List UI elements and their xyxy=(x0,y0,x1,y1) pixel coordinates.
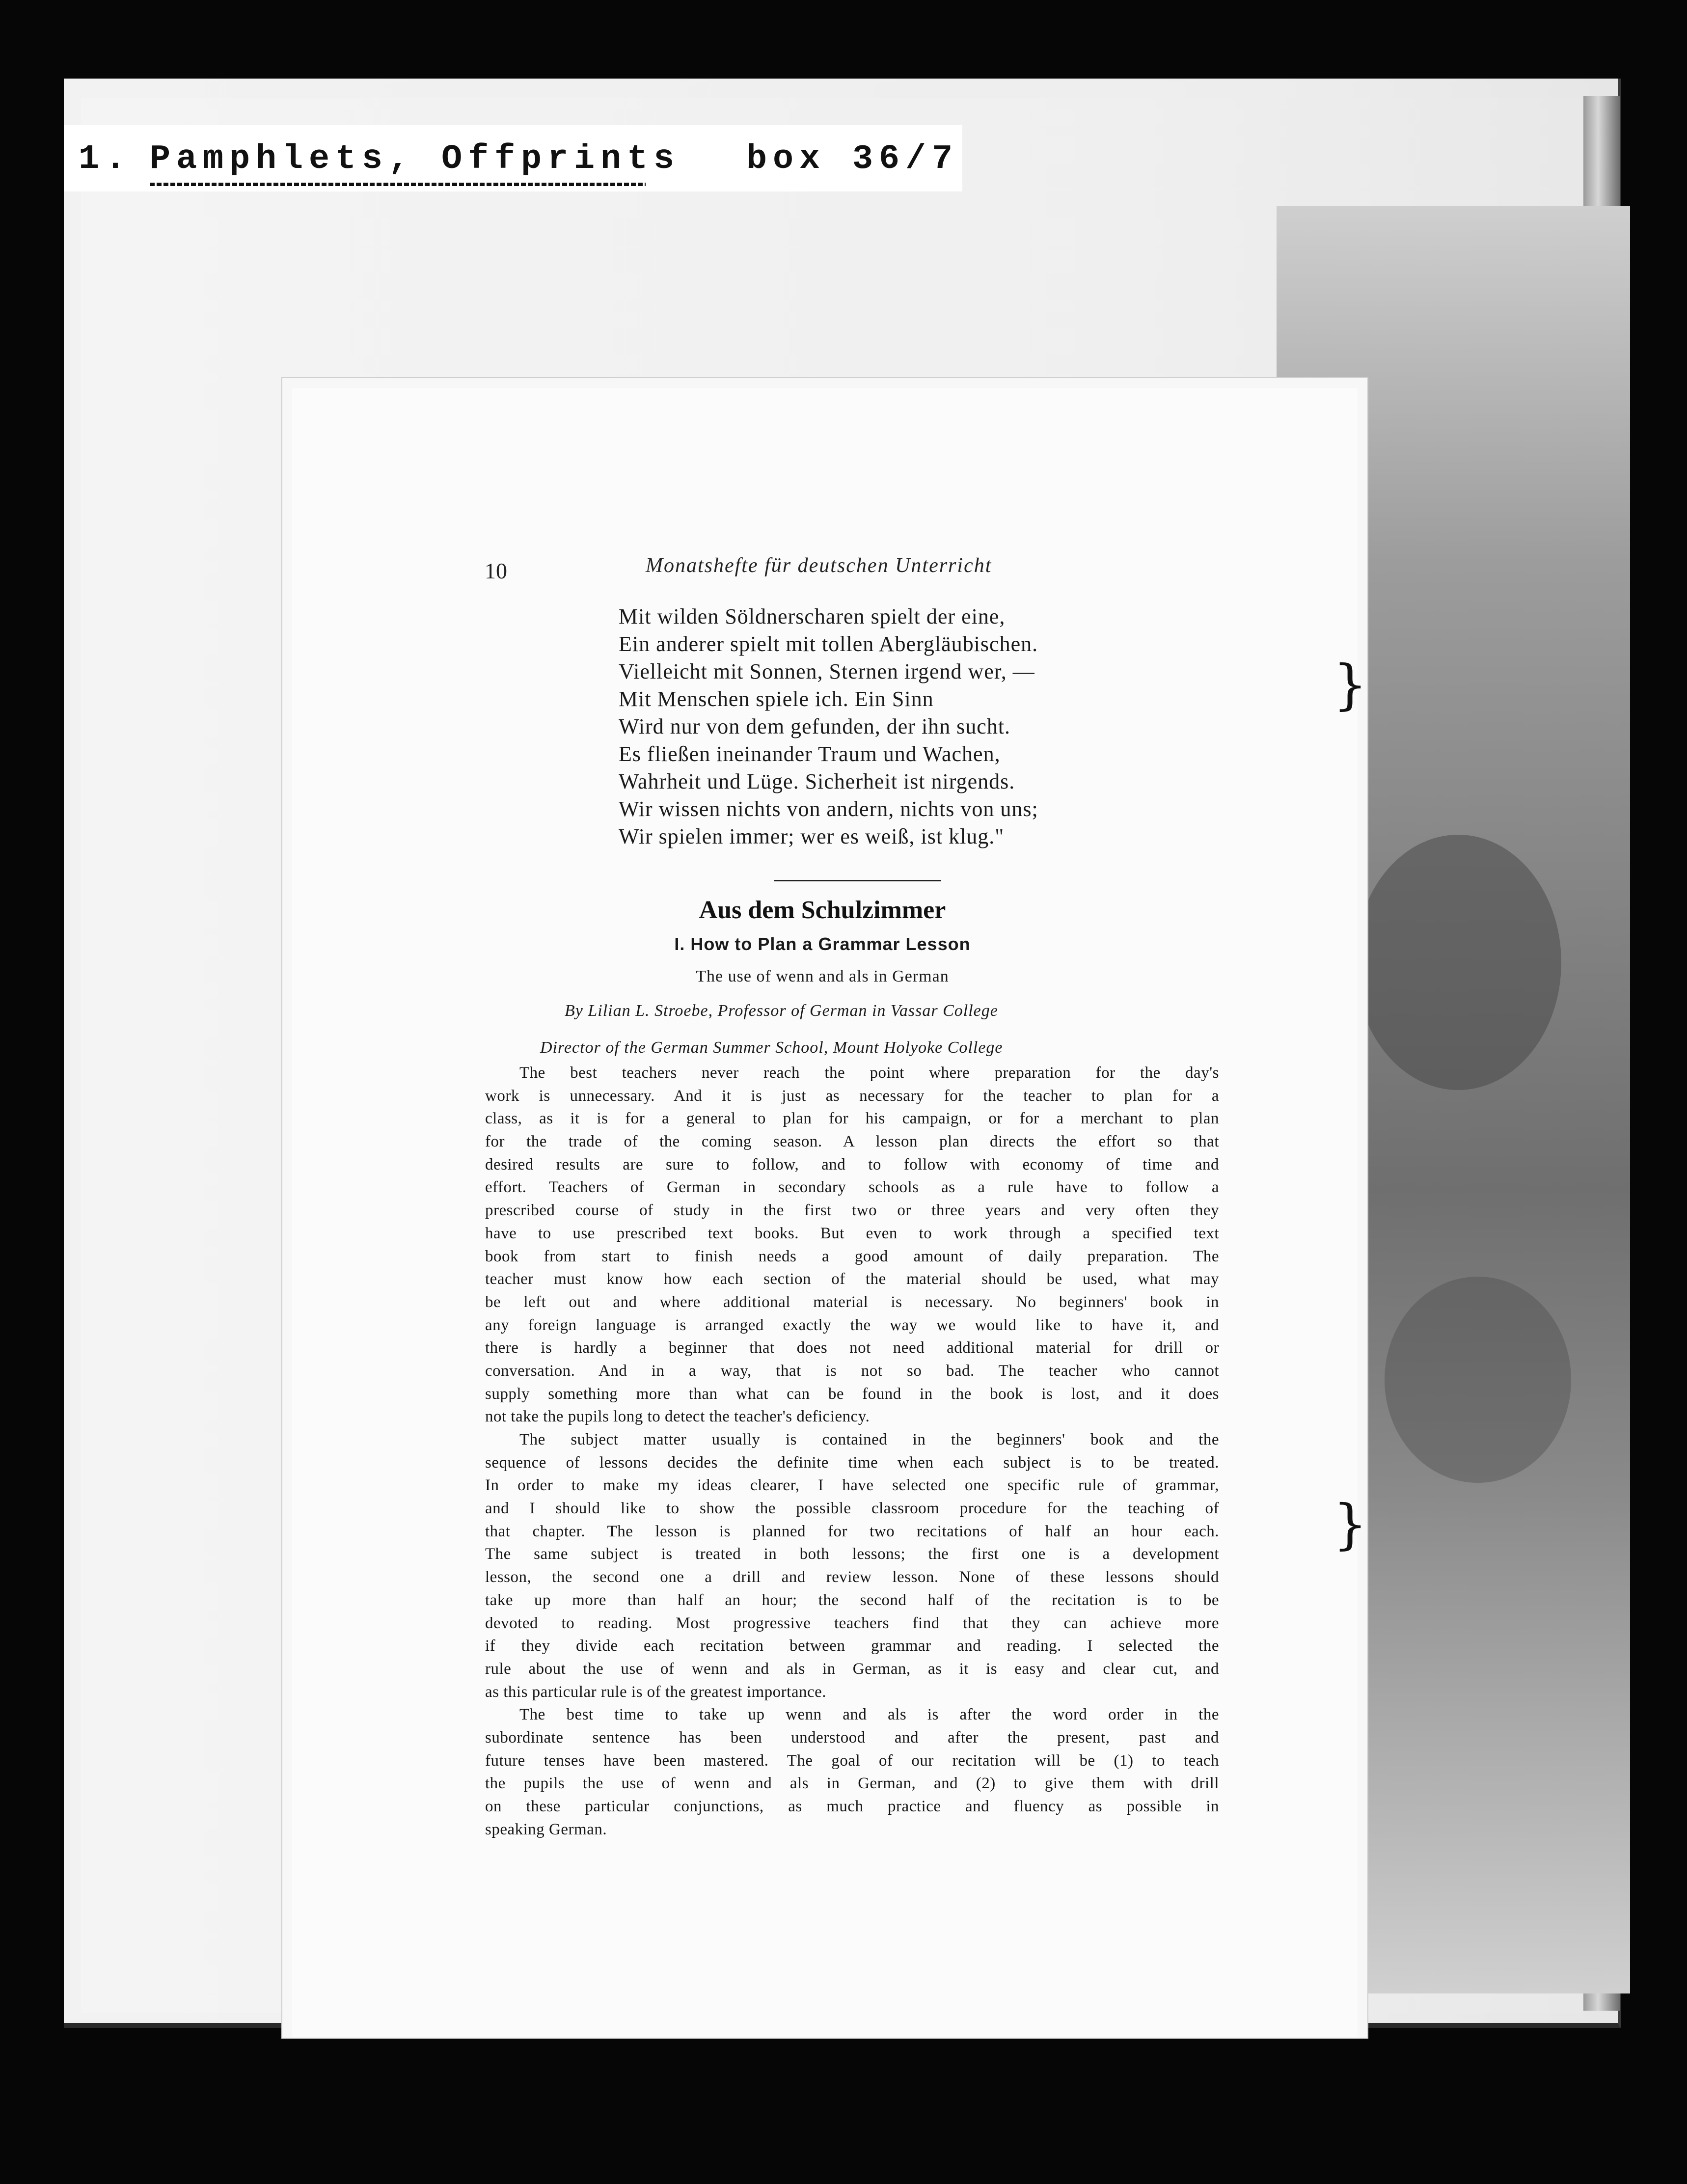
poem-line: Wahrheit und Lüge. Sicherheit ist nirgends. xyxy=(619,769,1015,793)
shadow-spot xyxy=(1355,835,1561,1090)
body-line: lesson, the second one a drill and review lesson. None of these lessons should xyxy=(485,1568,1219,1586)
body-line: supply something more than what can be found in the book is lost, and it does xyxy=(485,1385,1219,1403)
body-line: teacher must know how each section of the material should be used, what may xyxy=(485,1270,1219,1288)
body-line: speaking German. xyxy=(485,1820,607,1838)
body-line: work is unnecessary. And it is just as necessary for the teacher to plan for a xyxy=(485,1087,1219,1105)
body-line: on these particular conjunctions, as much practice and fluency as possible in xyxy=(485,1798,1219,1815)
clip-mark-bottom: } xyxy=(1333,1493,1367,1556)
body-line: desired results are sure to follow, and to follow with economy of time and xyxy=(485,1155,1219,1174)
body-line: there is hardly a beginner that does not need additional material for drill or xyxy=(485,1339,1219,1357)
body-line: rule about the use of wenn and als in German, as it is easy and clear cut, and xyxy=(485,1660,1219,1678)
label-box: box 36/7 xyxy=(746,140,959,179)
body-line: be left out and where additional material is necessary. No beginners' book in xyxy=(485,1293,1219,1311)
body-line: that chapter. The lesson is planned for two recitations of half an hour each. xyxy=(485,1522,1219,1540)
body-line: the pupils the use of wenn and als in German, and (2) to give them with drill xyxy=(485,1774,1219,1793)
body-line: not take the pupils long to detect the teacher's deficiency. xyxy=(485,1408,870,1426)
body-line: The best time to take up wenn and als is after the word order in the xyxy=(519,1706,1219,1724)
poem-line: Vielleicht mit Sonnen, Sternen irgend wer, — xyxy=(619,659,1035,683)
body-line: class, as it is for a general to plan for his campaign, or for a merchant to plan xyxy=(485,1110,1219,1128)
clip-mark-top: } xyxy=(1333,653,1367,716)
author-affiliation: Director of the German Summer School, Mount Holyoke College xyxy=(540,1038,1003,1057)
body-line: book from start to finish needs a good amount of daily preparation. The xyxy=(485,1247,1219,1265)
shadow-spot xyxy=(1385,1277,1571,1483)
body-line: The subject matter usually is contained in the beginners' book and the xyxy=(519,1431,1219,1448)
body-line: have to use prescribed text books. But even to work through a specified text xyxy=(485,1224,1219,1242)
body-line: conversation. And in a way, that is not so bad. The teacher who cannot xyxy=(485,1362,1219,1380)
article-title: I. How to Plan a Grammar Lesson xyxy=(674,934,971,954)
label-underline xyxy=(150,183,646,186)
page-body xyxy=(292,388,1358,2038)
section-title: Aus dem Schulzimmer xyxy=(699,896,946,924)
body-line: prescribed course of study in the first two or three years and very often they xyxy=(485,1201,1219,1220)
offprint-page xyxy=(282,378,1367,2038)
body-line: subordinate sentence has been understood and after the present, past and xyxy=(485,1728,1219,1747)
poem xyxy=(619,603,1208,850)
body-line: The same subject is treated in both lessons; the first one is a development xyxy=(485,1545,1219,1563)
article-body xyxy=(485,1062,1219,1841)
label-index: 1. xyxy=(79,140,132,179)
poem-line: Wir wissen nichts von andern, nichts von uns; xyxy=(619,797,1038,821)
article-topic: The use of wenn and als in German xyxy=(696,967,949,985)
poem-line: Ein anderer spielt mit tollen Abergläubischen. xyxy=(619,632,1038,656)
author-byline: By Lilian L. Stroebe, Professor of German in Vassar College xyxy=(565,1002,998,1020)
body-line: if they divide each recitation between grammar and reading. I selected the xyxy=(485,1637,1219,1655)
poem-line: Es fließen ineinander Traum und Wachen, xyxy=(619,742,1001,766)
body-line: and I should like to show the possible classroom procedure for the teaching of xyxy=(485,1500,1219,1518)
body-line: for the trade of the coming season. A lesson plan directs the effort so that xyxy=(485,1133,1219,1151)
poem-line: Wird nur von dem gefunden, der ihn sucht. xyxy=(619,714,1011,738)
body-line: take up more than half an hour; the second half of the recitation is to be xyxy=(485,1591,1219,1609)
body-line: any foreign language is arranged exactly the way we would like to have it, and xyxy=(485,1316,1219,1334)
page-number: 10 xyxy=(485,558,507,583)
poem-line: Mit wilden Söldnerscharen spielt der eine, xyxy=(619,604,1006,628)
body-line: effort. Teachers of German in secondary schools as a rule have to follow a xyxy=(485,1178,1219,1197)
body-line: future tenses have been mastered. The goal of our recitation will be (1) to teach xyxy=(485,1751,1219,1770)
body-line: devoted to reading. Most progressive teachers find that they can achieve more xyxy=(485,1614,1219,1632)
section-divider xyxy=(774,880,941,881)
body-line: sequence of lessons decides the definite time when each subject is to be treated. xyxy=(485,1453,1219,1472)
poem-line: Mit Menschen spiele ich. Ein Sinn xyxy=(619,687,934,711)
body-line: In order to make my ideas clearer, I have selected one specific rule of grammar, xyxy=(485,1476,1219,1495)
body-line: The best teachers never reach the point where preparation for the day's xyxy=(519,1064,1219,1082)
running-head: Monatshefte für deutschen Unterricht xyxy=(646,554,992,577)
poem-line: Wir spielen immer; wer es weiß, ist klug." xyxy=(619,824,1005,848)
label-series: Pamphlets, Offprints xyxy=(150,140,680,179)
body-line: as this particular rule is of the greatest importance. xyxy=(485,1683,827,1701)
